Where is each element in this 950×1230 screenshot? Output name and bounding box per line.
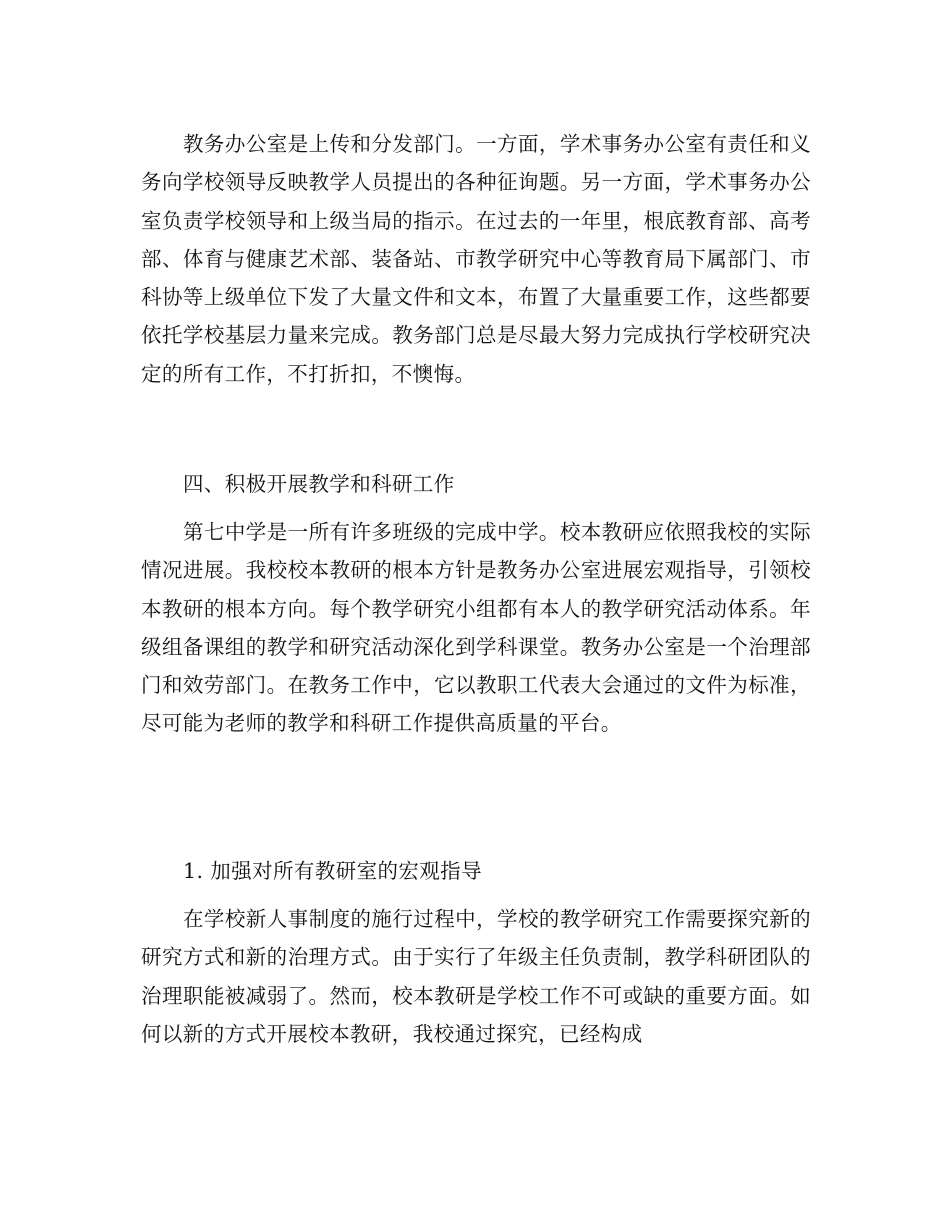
subsection-heading: 1. 加强对所有教研室的宏观指导 xyxy=(183,859,482,883)
section-heading: 四、积极开展教学和科研工作 xyxy=(183,472,455,496)
body-paragraph: 第七中学是一所有许多班级的完成中学。校本教研应依照我校的实际情况进展。我校校本教研的根本方针是教务办公室进展宏观指导，引领校本教研的根本方向。每个教学研究小组都有本人的教学研究活动体系。年级组备课组的教学和研究活动深化到学科课堂。教务办公室是一个治理部门和效劳部门。在教务工作中，它以教职工代表大会通过的文件为标准，尽可能为老师的教学和科研工作提供高质量的平台。 xyxy=(141,520,811,736)
body-paragraph: 在学校新人事制度的施行过程中，学校的教学研究工作需要探究新的研究方式和新的治理方式。由于实行了年级主任负责制，教学科研团队的治理职能被减弱了。然而，校本教研是学校工作不可或缺的重要方面。如何以新的方式开展校本教研，我校通过探究，已经构成 xyxy=(141,907,811,1046)
body-paragraph: 教务办公室是上传和分发部门。一方面，学术事务办公室有责任和义务向学校领导反映教学人员提出的各种征询题。另一方面，学术事务办公室负责学校领导和上级当局的指示。在过去的一年里，根底教育部、高考部、体育与健康艺术部、装备站、市教学研究中心等教育局下属部门、市科协等上级单位下发了大量文件和文本，布置了大量重要工作，这些都要依托学校基层力量来完成。教务部门总是尽最大努力完成执行学校研究决定的所有工作，不打折扣，不懊悔。 xyxy=(141,132,811,386)
